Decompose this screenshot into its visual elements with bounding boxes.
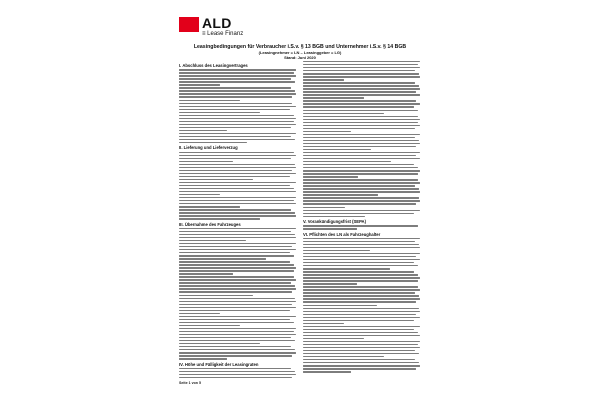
text-line: [303, 356, 384, 357]
text-line: [303, 134, 420, 135]
text-line: [303, 116, 418, 117]
text-line: [179, 343, 260, 344]
paragraph: [179, 209, 296, 219]
text-line: [179, 346, 291, 347]
logo-text: [202, 16, 243, 38]
text-line: [303, 368, 416, 369]
text-line: [179, 69, 296, 70]
text-line: [303, 152, 420, 153]
text-line: [179, 90, 295, 91]
text-line: [303, 191, 420, 192]
logo-brand: ALD: [202, 15, 232, 31]
text-line: [179, 164, 295, 165]
text-line: [303, 158, 420, 159]
text-line: [303, 228, 357, 229]
text-line: [179, 270, 294, 271]
paragraph: [179, 228, 296, 242]
text-line: [179, 78, 291, 79]
text-line: [179, 331, 294, 332]
paragraph: [179, 152, 296, 162]
section-block: [179, 222, 296, 360]
text-line: [179, 118, 296, 119]
text-line: [179, 212, 295, 213]
text-line: [303, 353, 419, 354]
text-line: [179, 325, 240, 326]
text-line: [303, 308, 419, 309]
section-heading: VI. Pflichten des LN als Fahrzeughalter: [303, 231, 381, 237]
text-line: [303, 277, 420, 278]
text-line: [179, 258, 266, 259]
paragraph: [179, 328, 296, 345]
text-line: [179, 191, 296, 192]
paragraph: [303, 197, 420, 207]
text-line: [179, 374, 296, 375]
text-line: [303, 82, 415, 83]
text-line: [179, 358, 227, 359]
text-line: [303, 88, 420, 89]
text-line: [303, 146, 416, 147]
text-line: [303, 61, 420, 62]
text-line: [303, 250, 370, 251]
text-line: [303, 103, 420, 104]
text-line: [179, 340, 295, 341]
text-line: [179, 75, 296, 76]
text-line: [179, 316, 296, 317]
text-line: [179, 115, 294, 116]
text-line: [179, 152, 294, 153]
text-line: [179, 133, 296, 134]
text-line: [303, 91, 416, 92]
text-line: [303, 119, 420, 120]
text-line: [303, 79, 344, 80]
paragraph: [303, 238, 420, 252]
text-line: [179, 246, 292, 247]
text-line: [303, 113, 384, 114]
section-heading: I. Abschluss des Leasingvertrages: [179, 63, 248, 68]
text-line: [303, 244, 419, 245]
text-line: [179, 355, 292, 356]
text-line: [179, 255, 294, 256]
text-line: [303, 329, 414, 330]
section-block: [179, 362, 296, 379]
text-line: [303, 301, 416, 302]
paragraph: [303, 271, 420, 285]
text-line: [179, 197, 296, 198]
text-line: [303, 238, 420, 239]
logo-lines-icon: ≡: [202, 31, 208, 37]
logo-subline-text: Lease Finanz: [207, 31, 244, 37]
text-line: [179, 352, 296, 353]
text-line: [303, 292, 415, 293]
text-line: [179, 285, 295, 286]
text-line: [179, 93, 296, 94]
paragraph: [303, 100, 420, 114]
text-line: [303, 280, 418, 281]
text-line: [303, 359, 415, 360]
text-line: [303, 241, 415, 242]
text-line: [179, 173, 296, 174]
text-line: [179, 106, 296, 107]
text-line: [179, 130, 227, 131]
text-line: [179, 349, 295, 350]
text-line: [303, 253, 420, 254]
paragraph: [179, 276, 296, 296]
text-line: [303, 271, 414, 272]
section-heading: IV. Höhe und Fälligkeit der Leasingraten: [179, 361, 259, 367]
text-line: [303, 210, 420, 211]
document-subtitle: (Leasingnehmer = LN – Leasinggeber = LG): [258, 50, 342, 56]
text-line: [179, 267, 296, 268]
text-line: [179, 170, 292, 171]
text-line: [303, 164, 414, 165]
text-line: [303, 323, 344, 324]
section-block: [179, 145, 296, 219]
logo-subline: [202, 31, 243, 38]
paragraph: [179, 197, 296, 207]
text-line: [303, 194, 378, 195]
section-block: [303, 61, 420, 217]
text-line: [303, 76, 420, 77]
text-line: [179, 228, 296, 229]
text-line: [303, 64, 418, 65]
text-line: [179, 179, 253, 180]
text-line: [303, 73, 419, 74]
text-line: [303, 305, 377, 306]
paragraph: [303, 326, 420, 340]
text-line: [179, 200, 294, 201]
text-line: [303, 176, 358, 177]
text-line: [303, 320, 414, 321]
text-line: [179, 158, 291, 159]
text-line: [303, 125, 420, 126]
text-line: [303, 311, 420, 312]
text-line: [179, 112, 260, 113]
text-line: [179, 319, 290, 320]
section-block: [179, 63, 296, 143]
text-line: [303, 140, 419, 141]
text-line: [179, 368, 291, 369]
text-line: [303, 332, 418, 333]
text-line: [303, 338, 364, 339]
paragraph: [303, 253, 420, 270]
text-line: [179, 96, 292, 97]
paragraph: [179, 261, 296, 275]
text-line: [179, 209, 291, 210]
text-line: [179, 182, 296, 183]
paragraph: [179, 69, 296, 86]
text-line: [303, 225, 418, 226]
text-line: [303, 326, 420, 327]
text-line: [179, 301, 296, 302]
text-line: [303, 289, 420, 290]
text-line: [179, 194, 220, 195]
text-line: [179, 109, 290, 110]
text-line: [179, 282, 291, 283]
text-line: [179, 377, 292, 378]
text-line: [179, 322, 294, 323]
text-line: [303, 207, 345, 208]
text-line: [303, 131, 351, 132]
text-line: [179, 81, 295, 82]
paragraph: [303, 82, 420, 99]
text-line: [303, 106, 414, 107]
text-line: [179, 307, 296, 308]
text-line: [179, 234, 295, 235]
text-line: [303, 362, 419, 363]
text-line: [303, 371, 351, 372]
text-line: [179, 124, 296, 125]
text-line: [303, 137, 415, 138]
text-line: [303, 341, 420, 342]
text-line: [179, 155, 296, 156]
paragraph: [179, 87, 296, 101]
text-line: [303, 298, 420, 299]
text-line: [303, 94, 420, 95]
text-line: [179, 121, 294, 122]
text-line: [303, 268, 390, 269]
text-line: [179, 237, 296, 238]
document-date: Stand: Juni 2020: [284, 55, 316, 61]
paragraph: [303, 341, 420, 358]
text-line: [303, 185, 415, 186]
text-line: [179, 167, 296, 168]
text-line: [303, 335, 420, 336]
text-line: [179, 334, 296, 335]
text-line: [179, 279, 296, 280]
text-line: [179, 72, 294, 73]
document-title: Leasingbedingungen für Verbraucher i.S.v. § 13 BGB und Unternehmer i.S.v. § 14 BGB: [193, 44, 407, 50]
text-line: [303, 161, 391, 162]
text-line: [179, 136, 291, 137]
text-line: [303, 155, 416, 156]
text-line: [303, 350, 415, 351]
text-line: [303, 365, 420, 366]
left-column: [179, 61, 296, 379]
text-line: [303, 170, 420, 171]
page-number: Seite 1 von 5: [179, 381, 201, 385]
text-line: [303, 344, 418, 345]
paragraph: [179, 103, 296, 113]
paragraph: [179, 115, 296, 132]
text-line: [303, 70, 415, 71]
text-line: [179, 252, 290, 253]
paragraph: [179, 316, 296, 326]
text-line: [179, 298, 295, 299]
text-line: [179, 100, 240, 101]
text-line: [179, 142, 247, 143]
text-line: [179, 304, 292, 305]
text-line: [179, 206, 240, 207]
text-line: [303, 314, 416, 315]
paragraph: [303, 134, 420, 151]
document-header: [180, 44, 420, 60]
logo-red-square: [179, 17, 199, 32]
text-line: [303, 67, 420, 68]
text-line: [179, 231, 291, 232]
text-line: [303, 262, 414, 263]
paragraph: [303, 116, 420, 133]
text-line: [303, 110, 418, 111]
text-line: [179, 295, 253, 296]
paragraph: [179, 243, 296, 260]
text-line: [303, 173, 418, 174]
paragraph: [179, 298, 296, 315]
paragraph: [179, 368, 296, 379]
text-line: [303, 317, 420, 318]
text-line: [179, 84, 220, 85]
text-line: [303, 265, 418, 266]
text-line: [179, 87, 291, 88]
text-line: [303, 197, 419, 198]
text-line: [179, 218, 260, 219]
text-line: [179, 188, 294, 189]
text-line: [179, 273, 233, 274]
text-line: [179, 215, 296, 216]
paragraph: [179, 182, 296, 196]
text-line: [303, 149, 371, 150]
text-line: [303, 286, 418, 287]
text-line: [303, 347, 420, 348]
ald-logo: [179, 16, 243, 38]
text-line: [303, 216, 365, 217]
section-block: [303, 232, 420, 373]
text-line: [179, 310, 290, 311]
text-line: [179, 313, 220, 314]
text-line: [303, 247, 420, 248]
text-line: [303, 100, 416, 101]
text-line: [179, 240, 246, 241]
text-line: [303, 213, 414, 214]
paragraph: [303, 210, 420, 217]
text-line: [303, 167, 418, 168]
paragraph: [303, 179, 420, 196]
text-line: [179, 203, 296, 204]
text-line: [303, 188, 419, 189]
text-line: [303, 182, 420, 183]
text-line: [179, 139, 295, 140]
text-line: [303, 179, 418, 180]
section-heading: II. Lieferung und Lieferverzug: [179, 145, 238, 151]
text-line: [303, 97, 364, 98]
text-line: [303, 283, 357, 284]
text-line: [179, 276, 294, 277]
text-line: [179, 291, 292, 292]
paragraph: [303, 286, 420, 306]
paragraph: [179, 164, 296, 181]
right-column: [303, 61, 420, 379]
text-line: [179, 176, 290, 177]
paragraph: [179, 346, 296, 360]
text-line: [303, 200, 420, 201]
text-line: [179, 288, 296, 289]
text-line: [303, 85, 419, 86]
text-line: [303, 143, 420, 144]
text-line: [179, 261, 290, 262]
paragraph: [303, 152, 420, 162]
text-line: [303, 259, 420, 260]
text-line: [303, 122, 418, 123]
paragraph: [179, 133, 296, 143]
text-line: [303, 128, 415, 129]
text-line: [179, 185, 290, 186]
text-line: [179, 264, 294, 265]
text-line: [303, 203, 416, 204]
paragraph: [303, 225, 420, 229]
paragraph: [303, 308, 420, 325]
section-block: [303, 219, 420, 230]
paragraph: [303, 164, 420, 178]
text-line: [179, 243, 296, 244]
text-line: [179, 127, 291, 128]
section-heading: V. Vorankündigungsfrist (SEPA): [303, 218, 366, 224]
text-line: [179, 161, 233, 162]
paragraph: [303, 359, 420, 373]
section-heading: III. Übernahme des Fahrzeuges: [179, 221, 241, 227]
text-line: [303, 256, 416, 257]
text-line: [179, 328, 296, 329]
text-line: [179, 371, 295, 372]
text-line: [179, 249, 296, 250]
text-line: [303, 274, 418, 275]
paragraph: [303, 61, 420, 81]
text-line: [179, 337, 291, 338]
text-line: [179, 103, 292, 104]
text-line: [303, 295, 419, 296]
